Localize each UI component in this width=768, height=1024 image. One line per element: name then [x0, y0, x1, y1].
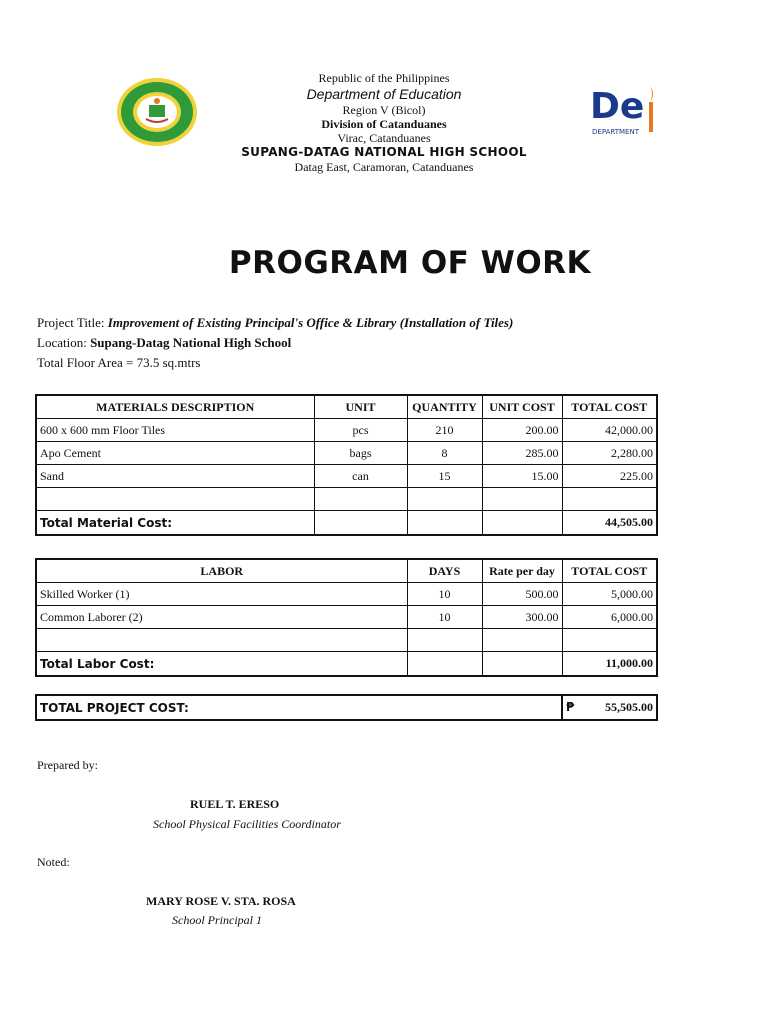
project-total-cell	[562, 695, 657, 720]
deped-logo	[588, 76, 658, 142]
document-title: PROGRAM OF WORK	[228, 245, 592, 281]
materials-header-unit: UNIT	[314, 395, 407, 419]
labor-desc: Skilled Worker (1)	[36, 583, 407, 606]
labor-rate: 300.00	[482, 606, 562, 629]
material-unit-cost: 285.00	[482, 442, 562, 465]
prepared-by-label: Prepared by:	[37, 758, 98, 772]
labor-total: 5,000.00	[562, 583, 657, 606]
deped-logo-text: De	[590, 86, 645, 127]
project-total-label: TOTAL PROJECT COST:	[36, 695, 562, 720]
material-unit-cost: 15.00	[482, 465, 562, 488]
project-title-label: Project Title:	[37, 315, 105, 330]
project-title-line	[37, 315, 513, 331]
deped-logo-subtext: DEPARTMENT	[592, 128, 639, 136]
header-republic: Republic of the Philippines	[318, 71, 450, 85]
labor-total: 6,000.00	[562, 606, 657, 629]
table-row	[36, 606, 657, 629]
table-row	[36, 583, 657, 606]
labor-days: 10	[407, 606, 482, 629]
labor-desc: Common Laborer (2)	[36, 606, 407, 629]
material-qty: 210	[407, 419, 482, 442]
table-row	[36, 465, 657, 488]
labor-header-total: TOTAL COST	[562, 559, 657, 583]
material-qty: 15	[407, 465, 482, 488]
labor-header-rate: Rate per day	[482, 559, 562, 583]
header-school-name: SUPANG-DATAG NATIONAL HIGH SCHOOL	[241, 145, 527, 159]
material-desc: Sand	[36, 465, 314, 488]
labor-header-desc: LABOR	[36, 559, 407, 583]
labor-total-label: Total Labor Cost:	[36, 652, 407, 677]
material-qty: 8	[407, 442, 482, 465]
header-region: Region V (Bicol)	[342, 103, 426, 117]
materials-total-row	[36, 511, 657, 536]
labor-total-row	[36, 652, 657, 677]
noted-title: School Principal 1	[172, 913, 262, 927]
labor-table	[35, 558, 658, 677]
prepared-by-title: School Physical Facilities Coordinator	[153, 817, 341, 831]
project-title-value: Improvement of Existing Principal's Office & Library (Installation of Tiles)	[107, 315, 514, 330]
labor-header-days: DAYS	[407, 559, 482, 583]
labor-header-row	[36, 559, 657, 583]
project-total-table	[35, 694, 658, 721]
materials-total-value: 44,505.00	[562, 511, 657, 536]
header-address: Datag East, Caramoran, Catanduanes	[294, 160, 474, 174]
table-row-empty	[36, 629, 657, 652]
materials-table	[35, 394, 658, 536]
labor-total-value: 11,000.00	[562, 652, 657, 677]
header-department: Department of Education	[306, 86, 462, 102]
materials-total-label: Total Material Cost:	[36, 511, 314, 536]
project-total-value: 55,505.00	[605, 700, 653, 714]
material-unit: bags	[314, 442, 407, 465]
material-total: 2,280.00	[562, 442, 657, 465]
material-desc: 600 x 600 mm Floor Tiles	[36, 419, 314, 442]
material-unit: pcs	[314, 419, 407, 442]
table-row	[36, 419, 657, 442]
material-unit-cost: 200.00	[482, 419, 562, 442]
project-location-label: Location:	[37, 335, 87, 350]
material-desc: Apo Cement	[36, 442, 314, 465]
prepared-by-name: RUEL T. ERESO	[190, 797, 280, 811]
project-location-value: Supang-Datag National High School	[90, 335, 292, 350]
noted-label: Noted:	[37, 855, 70, 869]
materials-header-qty: QUANTITY	[407, 395, 482, 419]
materials-header-desc: MATERIALS DESCRIPTION	[36, 395, 314, 419]
project-floor-area: Total Floor Area = 73.5 sq.mtrs	[37, 355, 201, 370]
header-division: Division of Catanduanes	[321, 117, 447, 131]
peso-sign-icon: ₱	[566, 700, 575, 714]
table-row	[36, 442, 657, 465]
noted-name: MARY ROSE V. STA. ROSA	[146, 894, 296, 908]
labor-rate: 500.00	[482, 583, 562, 606]
materials-header-unit-cost: UNIT COST	[482, 395, 562, 419]
materials-header-row	[36, 395, 657, 419]
material-unit: can	[314, 465, 407, 488]
table-row-empty	[36, 488, 657, 511]
project-total-row	[36, 695, 657, 720]
material-total: 42,000.00	[562, 419, 657, 442]
materials-header-total: TOTAL COST	[562, 395, 657, 419]
labor-days: 10	[407, 583, 482, 606]
project-location-line	[37, 335, 291, 351]
material-total: 225.00	[562, 465, 657, 488]
header-city: Virac, Catanduanes	[337, 131, 431, 145]
